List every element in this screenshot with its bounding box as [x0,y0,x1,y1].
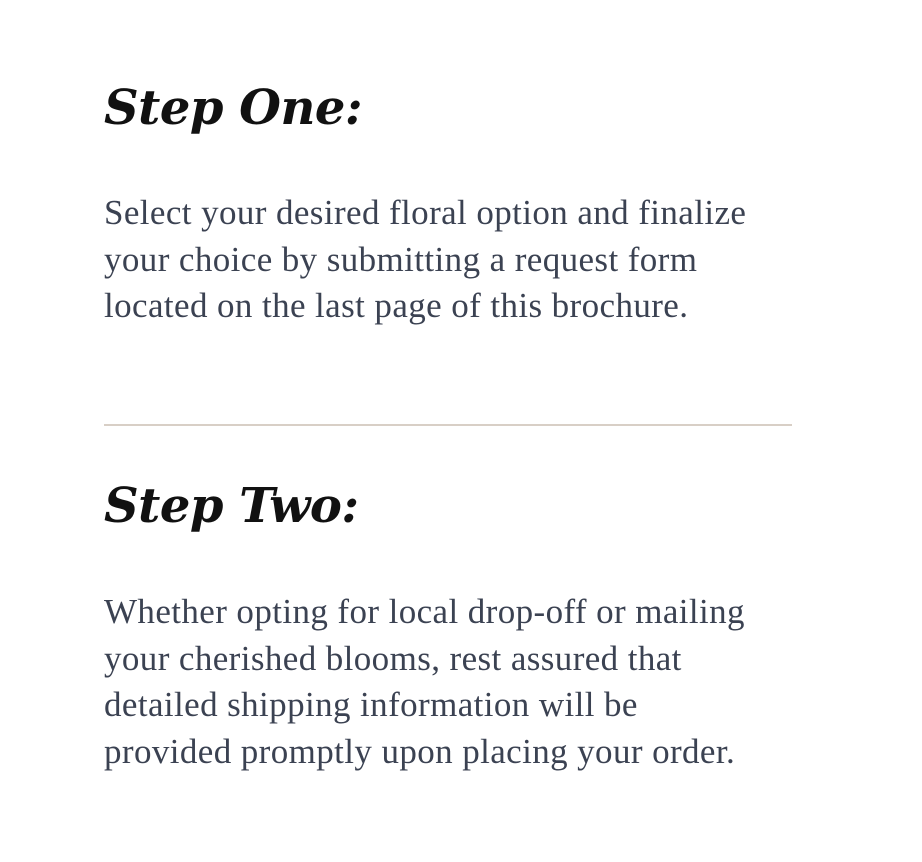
step-two-text: Whether opting for local drop-off or mailing your cherished blooms, rest assured that detailed shipping information will be provided promptly upon placing your order. [104,592,745,771]
step-one-heading: Step One: [104,80,363,136]
section-divider [104,424,792,426]
step-one-text: Select your desired floral option and finalize your choice by submitting a request form located on the last page of this brochure. [104,193,747,325]
step-two-heading: Step Two: [104,478,359,534]
